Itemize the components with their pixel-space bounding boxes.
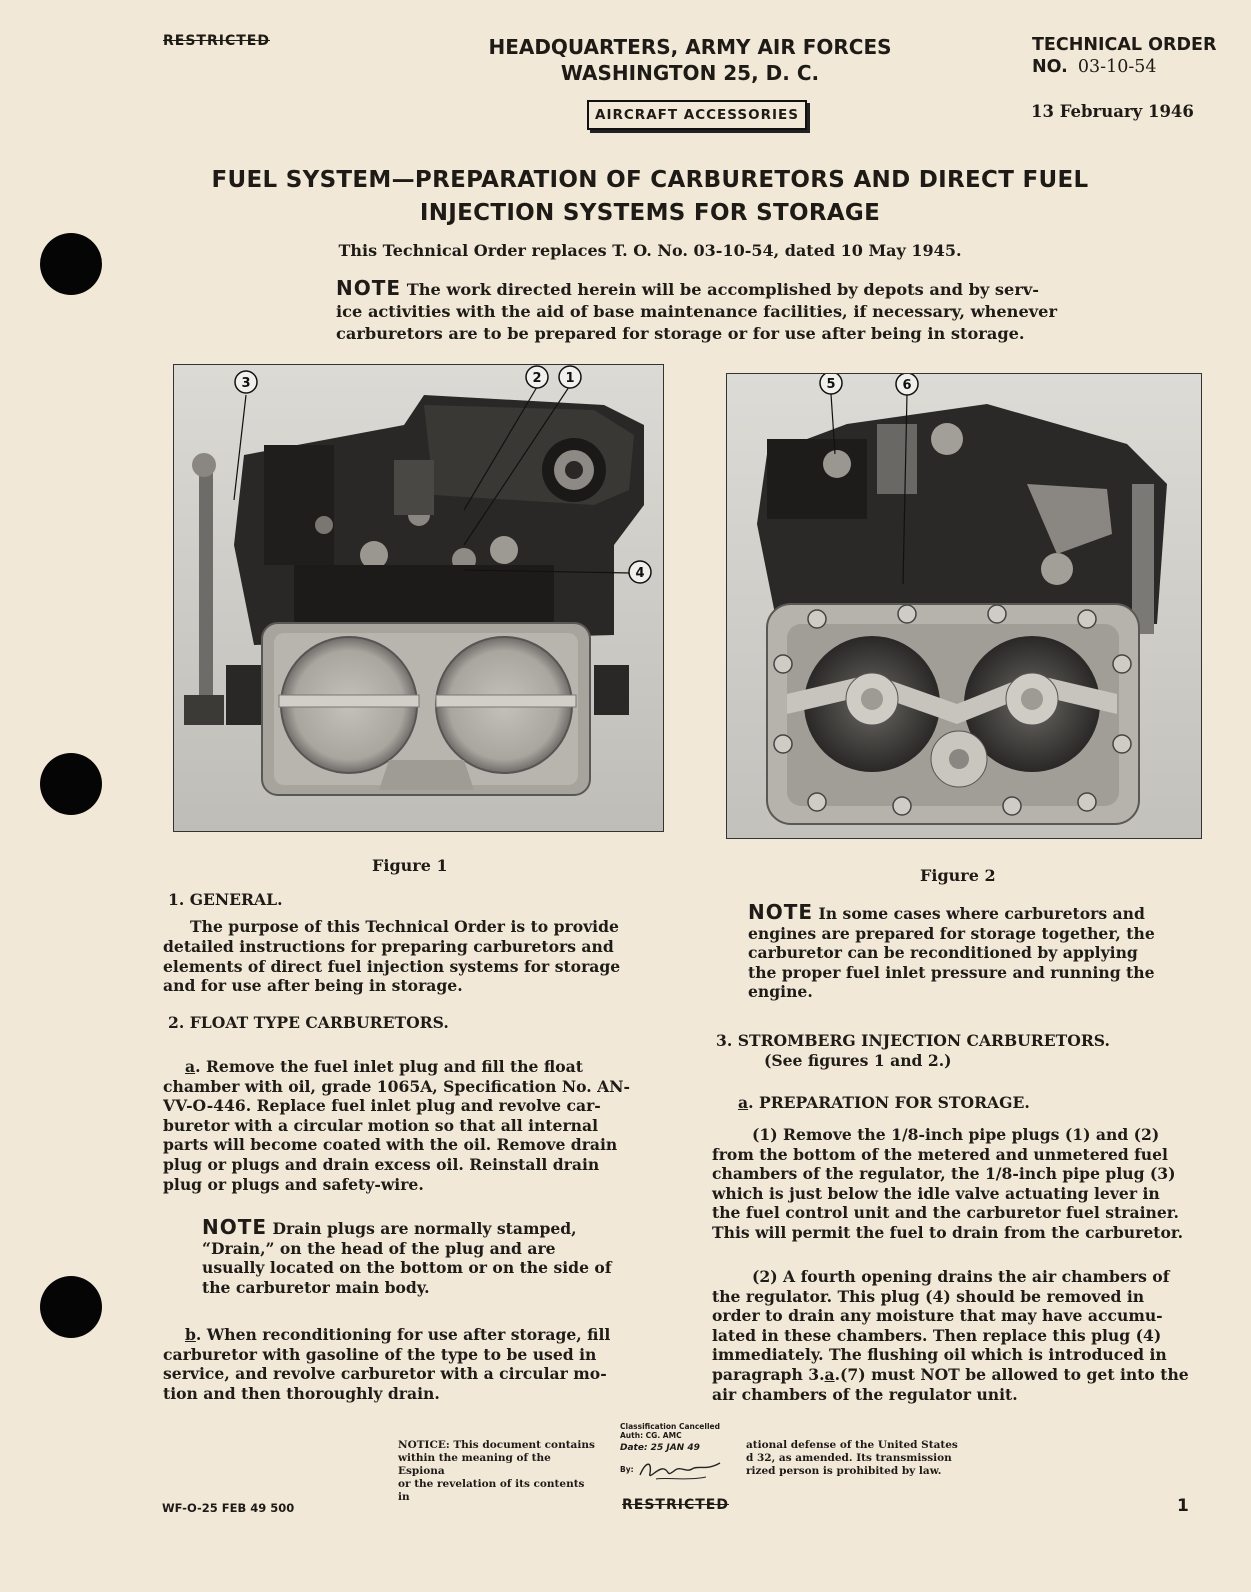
- figure-2-carburetor-illustration: [727, 374, 1201, 838]
- note-drain-plugs-label: NOTE: [202, 1215, 268, 1239]
- issue-date: 13 February 1946: [1031, 102, 1194, 121]
- note-reconditioning-label: NOTE: [748, 900, 814, 924]
- figure-2-photo: [726, 373, 1202, 839]
- hq-line-2: WASHINGTON 25, D. C.: [560, 61, 820, 85]
- note-drain-plugs: NOTE Drain plugs are normally stamped, “Drain,” on the head of the plug and are usually located on the bottom or on the side of the carburetor main body.: [202, 1215, 612, 1297]
- fig1-callout-4: 4: [635, 566, 645, 581]
- figure-1-caption: Figure 1: [372, 856, 448, 875]
- title-line-2: INJECTION SYSTEMS FOR STORAGE: [419, 200, 881, 226]
- binder-hole-top: [40, 233, 102, 295]
- figure-1-photo: [173, 364, 664, 832]
- intro-note: NOTE The work directed herein will be accomplished by depots and by serv- ice activities with the aid of base maintenance facilities, if necessary, whenever carburetors are to be prepared for storage or for use after being in storage.: [336, 276, 1057, 343]
- binder-hole-middle: [40, 753, 102, 815]
- section-1-heading: 1. GENERAL.: [168, 890, 283, 909]
- to-number: 03-10-54: [1077, 57, 1157, 77]
- to-number-line: [1032, 56, 1216, 78]
- fig1-callout-3: 3: [241, 376, 251, 391]
- section-3-heading: 3. STROMBERG INJECTION CARBURETORS. (See figures 1 and 2.): [716, 1031, 1110, 1070]
- replaces-statement: This Technical Order replaces T. O. No. 03-10-54, dated 10 May 1945.: [338, 241, 962, 260]
- section-2-heading: 2. FLOAT TYPE CARBURETORS.: [168, 1013, 449, 1032]
- paragraph-3a1: (1) Remove the 1/8-inch pipe plugs (1) and (2) from the bottom of the metered and unmetered fuel chambers of the regulator, the 1/8-inch pipe plug (3) which is just below the idle valve actuating lever in the fuel control unit and the carburetor fuel strainer. This will permit the fuel to drain from the carburetor.: [712, 1125, 1184, 1242]
- form-number: WF-O-25 FEB 49 500: [162, 1501, 295, 1515]
- to-label: TECHNICAL ORDER: [1032, 35, 1217, 55]
- issuing-office: [480, 34, 900, 86]
- notice-left: NOTICE: This document contains within the meaning of the Espiona or the revelation of its contents in: [398, 1439, 595, 1503]
- document-title: [150, 164, 1150, 230]
- category-box: AIRCRAFT ACCESSORIES: [587, 100, 807, 130]
- classification-marking-bottom: RESTRICTED: [622, 1497, 729, 1513]
- section-1-body-cont: detailed instructions for preparing carburetors and elements of direct fuel injection systems for storage and for use after being in storage.: [163, 937, 621, 996]
- figure-1-carburetor-illustration: [174, 365, 663, 831]
- declassification-stamp: Classification Cancelled Auth: CG. AMC Date: 25 JAN 49 By:: [620, 1422, 740, 1483]
- title-line-1: FUEL SYSTEM—PREPARATION OF CARBURETORS AND DIRECT FUEL: [211, 167, 1089, 193]
- fig1-callout-2: 2: [532, 371, 542, 386]
- to-no-label: NO.: [1032, 57, 1068, 77]
- binder-hole-bottom: [40, 1276, 102, 1338]
- paragraph-2a: a. Remove the fuel inlet plug and fill the float chamber with oil, grade 1065A, Specification No. AN- VV-O-446. Replace fuel inlet plug and revolve car- buretor with a circular motion so that all internal parts will become coated with the oil. Remove drain plug or plugs and drain excess oil. Reinstall drain plug or plugs and safety-wire.: [163, 1057, 630, 1194]
- intro-note-label: NOTE: [336, 276, 402, 300]
- notice-right: ational defense of the United States d 32, as amended. Its transmission rized person is prohibited by law.: [746, 1439, 958, 1477]
- fig1-callout-1: 1: [565, 371, 575, 386]
- paragraph-3a-heading: a. PREPARATION FOR STORAGE.: [738, 1093, 1030, 1112]
- page-number: 1: [1177, 1496, 1189, 1516]
- figure-2-caption: Figure 2: [920, 866, 996, 885]
- hq-line-1: HEADQUARTERS, ARMY AIR FORCES: [488, 35, 892, 59]
- fig2-callout-5: 5: [826, 377, 836, 392]
- classification-marking-top: RESTRICTED: [163, 33, 270, 49]
- technical-order-id: [1032, 34, 1216, 78]
- note-reconditioning: NOTE In some cases where carburetors and engines are prepared for storage together, the carburetor can be reconditioned by applying the proper fuel inlet pressure and running the engine.: [748, 900, 1155, 1002]
- paragraph-2b: b. When reconditioning for use after storage, fill carburetor with gasoline of the type to be used in service, and revolve carburetor with a circular mo- tion and then thoroughly drain.: [163, 1325, 611, 1403]
- paragraph-3a2: (2) A fourth opening drains the air chambers of the regulator. This plug (4) should be removed in order to drain any moisture that may have accumu- lated in these chambers. Then replace this plug (4) immediately. The flushing oil which is introduced in paragraph 3.a.(7) must NOT be allowed to get into the air chambers of the regulator unit.: [712, 1267, 1189, 1404]
- section-1-body: The purpose of this Technical Order is to provide: [190, 917, 619, 936]
- fig2-callout-6: 6: [902, 378, 912, 393]
- signature-image: [636, 1457, 726, 1483]
